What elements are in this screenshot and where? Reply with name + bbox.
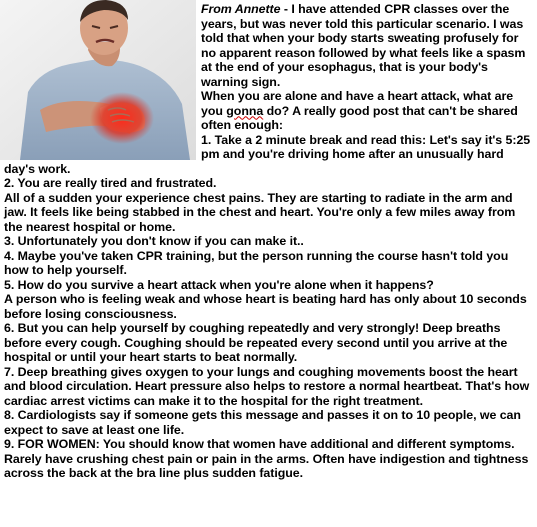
list-item: 9. FOR WOMEN: You should know that women have additional and different symptoms. Rarely have crushing chest pain or pain in the arms. Often have indigestion and tightness across the back at the bra line plus sudden fatigue. xyxy=(4,437,529,480)
from-separator: - xyxy=(280,2,292,16)
list-item: 5. How do you survive a heart attack when you're alone when it happens? xyxy=(4,277,434,292)
intro-text-b-pre: When you are alone and have a heart attack, what are you xyxy=(201,89,514,118)
intro-text-a: I have attended CPR classes over the years, but was never told this particular scenario. I was told that when your body starts sweating profusely for no apparent reason followed by what feels like a spasm at the end of your esophagus, that is your body's warning sign. xyxy=(201,2,526,89)
list-item: All of a sudden your experience chest pains. They are starting to radiate in the arm and jaw. It feels like being stabbed in the chest and heart. You're only a few miles away from the nearest hospital or home. xyxy=(4,190,516,234)
list-item: 4. Maybe you've taken CPR training, but the person running the course hasn't told you how to help yourself. xyxy=(4,248,509,277)
man-clutching-chest-photo xyxy=(0,0,196,160)
list-item: 2. You are really tired and frustrated. xyxy=(4,176,217,190)
list-item: 1. Take a 2 minute break and read this: Let's say it's 5:25 pm and you're driving home after an unusually hard day's work. xyxy=(4,132,531,176)
from-label: From Annette xyxy=(201,2,281,16)
list-item: A person who is feeling weak and whose heart is beating hard has only about 10 seconds before losing consciousness. xyxy=(4,292,527,321)
list-item: 3. Unfortunately you don't know if you can make it.. xyxy=(4,234,304,248)
list-item: 7. Deep breathing gives oxygen to your lungs and coughing movements boost the heart and blood circulation. Heart pressure also helps to restore a normal heartbeat. That's how cardiac arrest victims can make it to the hospital for the right treatment. xyxy=(4,364,530,408)
list-item: 6. But you can help yourself by coughing repeatedly and very strongly! Deep breaths before every cough. Coughing should be repeated every second until you arrive at the hospital or until your heart starts to beat normally. xyxy=(4,321,508,364)
intro-text-b-post: do? A really good post that can't be shared often enough: xyxy=(201,103,518,132)
spellcheck-word: gonna xyxy=(226,103,264,118)
list-item: 8. Cardiologists say if someone gets this message and passes it on to 10 people, we can expect to save at least one life. xyxy=(4,408,521,437)
